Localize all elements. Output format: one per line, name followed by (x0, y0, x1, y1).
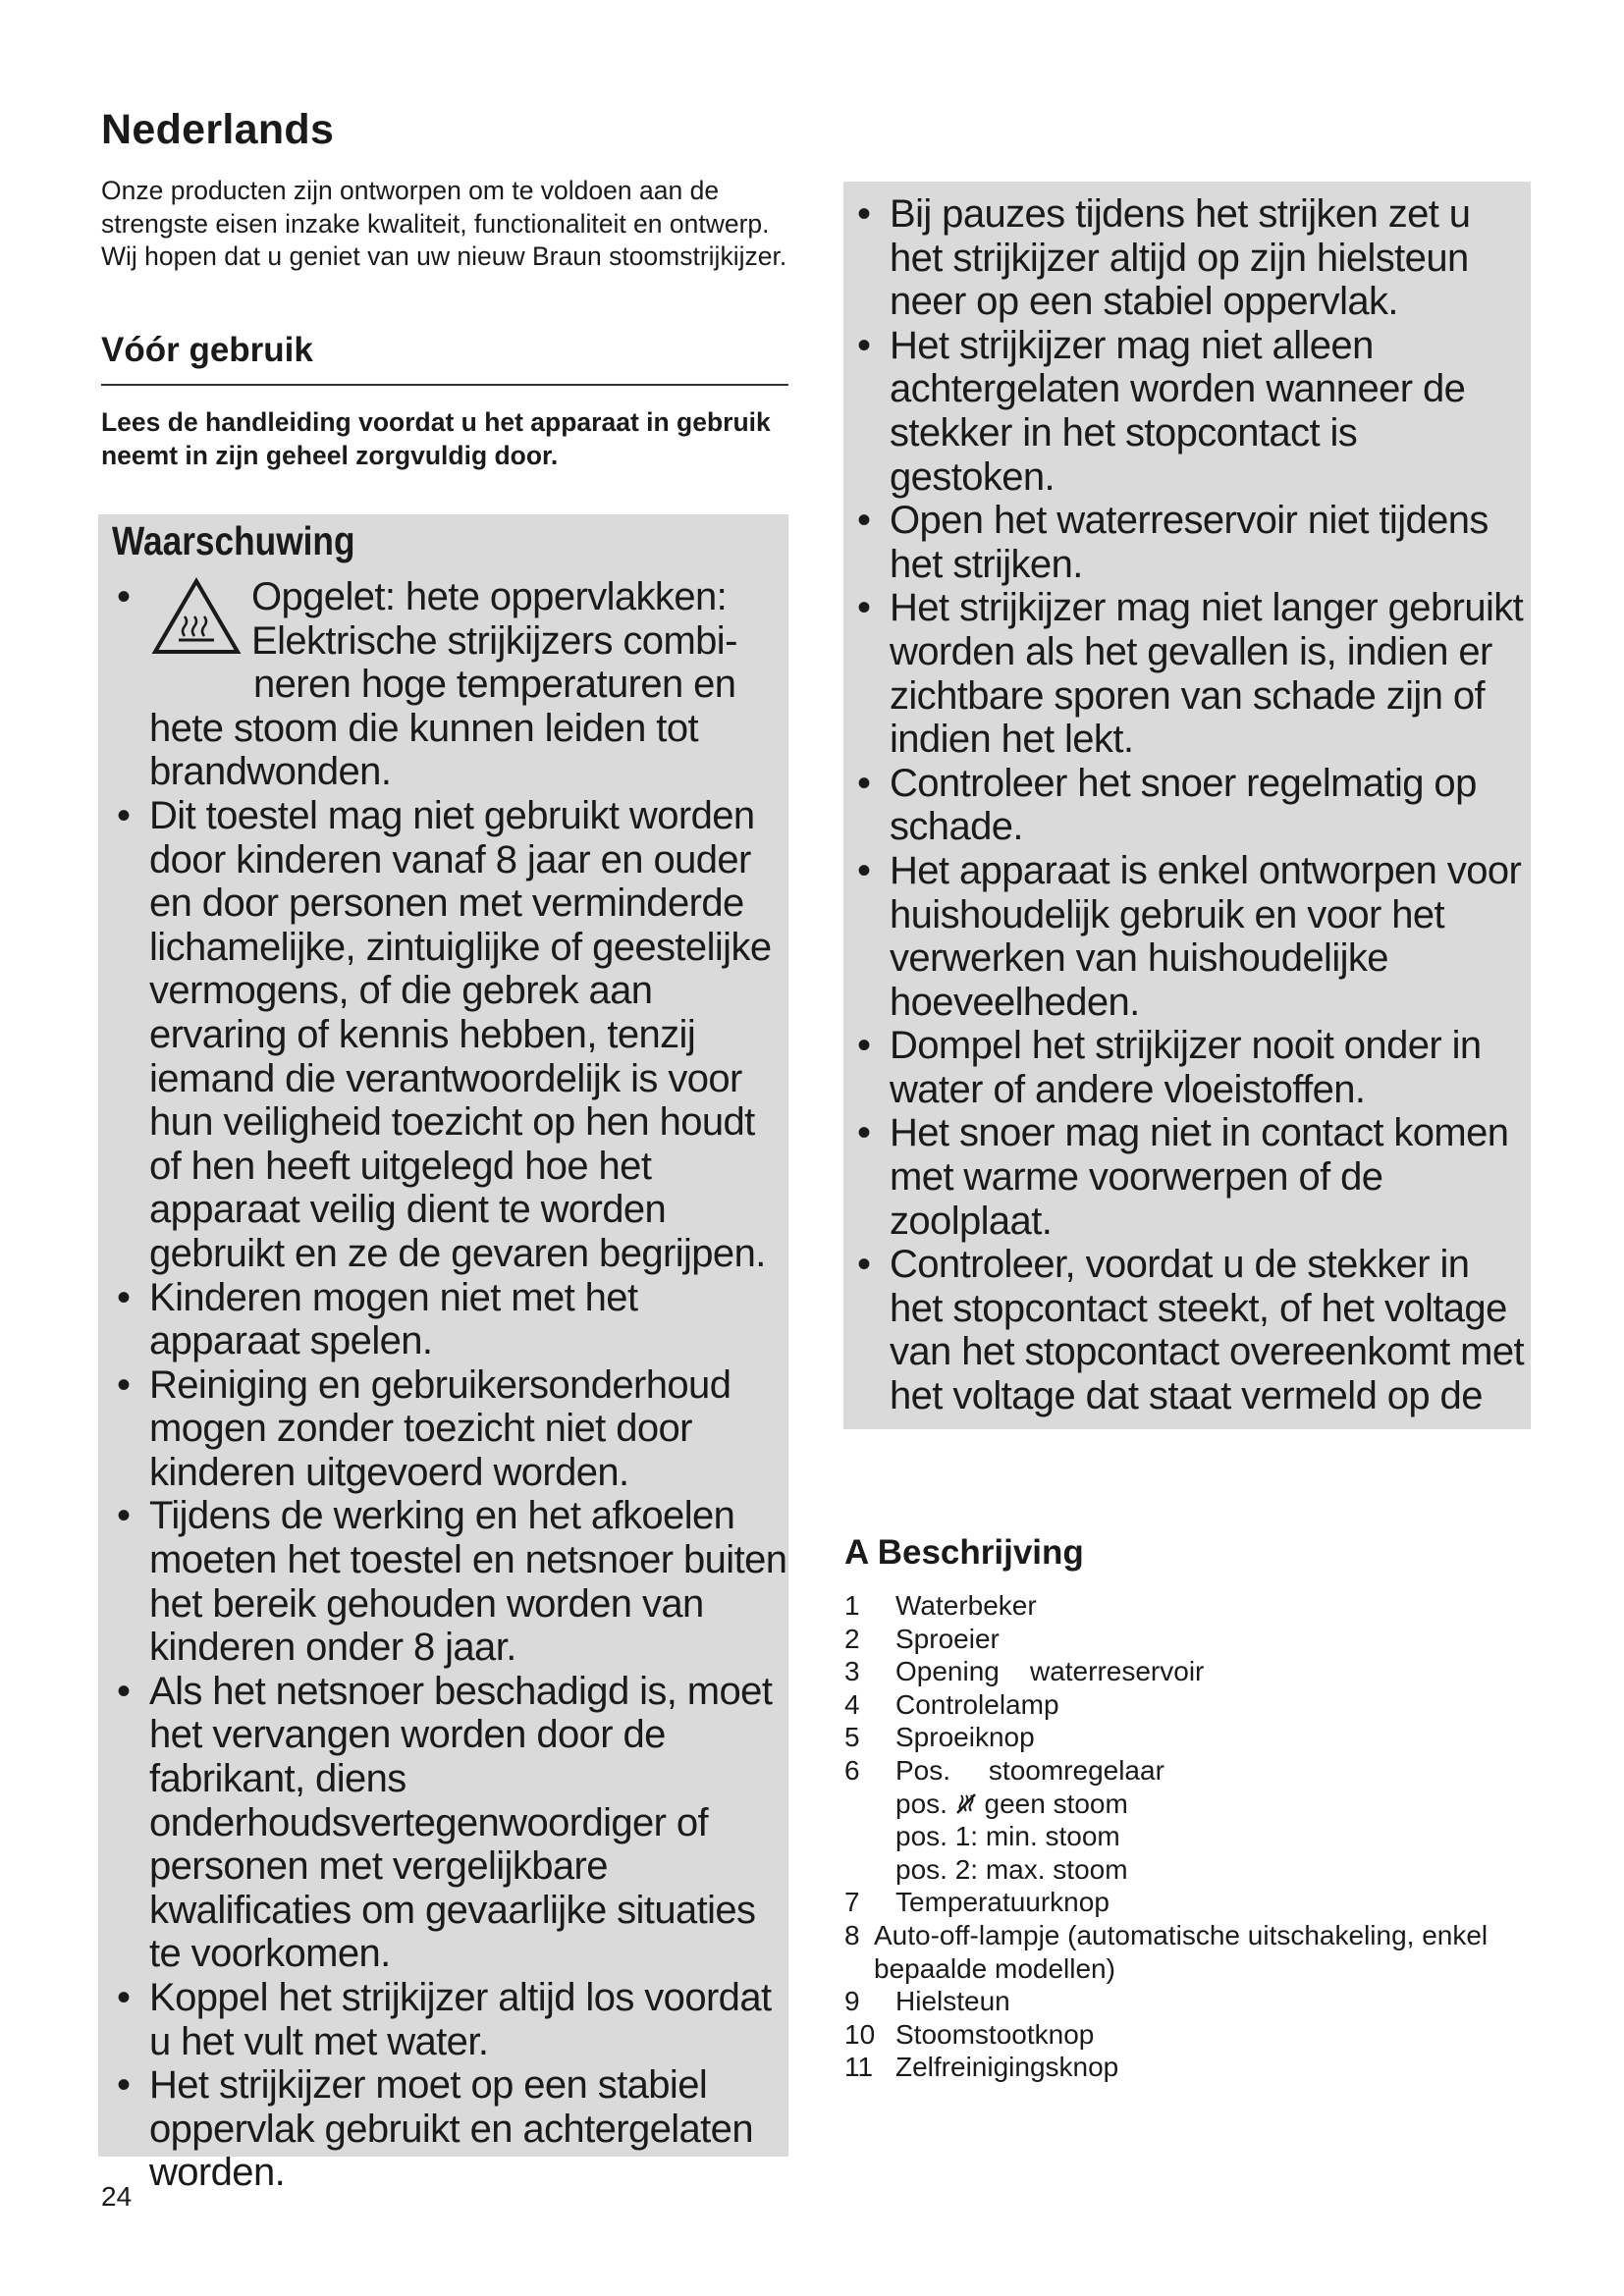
item-label: Sproeier (895, 1623, 1000, 1654)
warning-item: • Bij pauzes tijdens het strijken zet u het strijkijzer altijd op zijn hielsteun neer op een stabiel oppervlak. (852, 192, 1530, 324)
item-label: Stoomstootknop (895, 2018, 1095, 2050)
warning-list (112, 575, 787, 2195)
description-item (844, 2051, 1551, 2084)
item-label: Hielsteun (895, 1986, 1010, 2017)
item-number: 5 (844, 1722, 860, 1753)
warning-item: • Het snoer mag niet in contact komen met warme voorwerpen of de zoolplaat. (852, 1111, 1530, 1243)
warning-item: • Open het waterreservoir niet tijdens het strijken. (852, 499, 1530, 586)
item-label: Controlelamp (895, 1688, 1059, 1720)
description-sub-item: pos. 2: max. stoom (895, 1853, 1128, 1885)
description-item (844, 1985, 1551, 2018)
hot-surface-warning-icon (149, 575, 244, 658)
item-label: Waterbeker (895, 1590, 1037, 1621)
description-sub-item (844, 1788, 1551, 1821)
description-item (844, 1688, 1551, 1722)
warning-item: • Reiniging en gebruikersonderhoud mogen zonder toezicht niet door kinderen uitgevoerd worden. (112, 1363, 787, 1495)
intro-text: Onze producten zijn ontworpen om te voldoen aan de strengste eisen inzake kwaliteit, functionaliteit en ontwerp. Wij hopen dat u geniet van uw nieuw Braun stoomstrijkijzer. (101, 176, 787, 271)
warning-item: • Controleer, voordat u de stekker in het stopcontact steekt, of het voltage van het stopcontact overeenkomt met het voltage dat staat vermeld op de (852, 1243, 1530, 1417)
warning-item: • Als het netsnoer beschadigd is, moet het vervangen worden door de fabrikant, diens onderhoudsvertegenwoordiger of personen met vergelijkbare kwalificaties om gevaarlijke situaties te voorkomen. (112, 1670, 787, 1976)
warning-item-line: Elektrische strijkijzers combi- (251, 618, 737, 663)
warning-item-hot-surface (112, 575, 787, 794)
warning-item: • Dompel het strijkijzer nooit onder in water of andere vloeistoffen. (852, 1024, 1530, 1111)
description-sub-item: pos. 1: min. stoom (895, 1821, 1120, 1852)
item-number: 2 (844, 1623, 860, 1654)
description-item (844, 1886, 1551, 1919)
description-item (844, 1919, 1551, 1985)
warning-item: • Dit toestel mag niet gebruikt worden door kinderen vanaf 8 jaar en ouder en door personen met verminderde lichamelijke, zintuiglijke of geestelijke vermogens, of die gebrek aan ervaring of kennis hebben, tenzij iemand die verantwoordelijk is voor hun veiligheid toezicht op hen houdt of hen heeft uitgelegd hoe het apparaat veilig dient te worden gebruikt en ze de gevaren begrijpen. (112, 794, 787, 1276)
item-number: 8 (844, 1919, 860, 1950)
item-number: 9 (844, 1986, 860, 2017)
sub-item-label: geen stoom (984, 1788, 1128, 1819)
before-use-text: Lees de handleiding voordat u het apparaat in gebruik neemt in zijn geheel zorgvuldig door. (101, 407, 771, 470)
sub-item-prefix: pos. (895, 1788, 947, 1819)
warning-list-continued (852, 192, 1530, 1418)
description-title: A Beschrijving (844, 1533, 1084, 1572)
item-label: Temperatuurknop (895, 1887, 1110, 1918)
description-list (844, 1589, 1551, 2084)
item-number: 6 (844, 1754, 860, 1786)
page-number: 24 (101, 2181, 133, 2212)
item-number: 11 (844, 2052, 874, 2083)
no-steam-icon (955, 1791, 977, 1817)
warning-item-rest: hete stoom die kunnen leiden tot brandwonden. (149, 706, 698, 794)
item-label: Zelfreinigingsknop (895, 2052, 1119, 2083)
description-item (844, 1589, 1551, 1623)
item-number: 1 (844, 1590, 860, 1621)
item-label: Pos. stoomregelaar (895, 1754, 1164, 1786)
section-divider (101, 384, 788, 386)
item-label: Auto-off-lampje (automatische uitschakeling, enkel bepaalde modellen) (874, 1919, 1489, 1984)
warning-item: • Het strijkijzer mag niet alleen achtergelaten worden wanneer de stekker in het stopcontact is gestoken. (852, 324, 1530, 499)
item-number: 3 (844, 1656, 860, 1687)
warning-item-line: • Opgelet: hete oppervlakken: (251, 575, 728, 618)
warning-item: • Koppel het strijkijzer altijd los voordat u het vult met water. (112, 1976, 787, 2063)
description-item (844, 1754, 1551, 1788)
description-item (844, 1721, 1551, 1754)
warning-item: • Tijdens de werking en het afkoelen moeten het toestel en netsnoer buiten het bereik gehouden worden van kinderen onder 8 jaar. (112, 1494, 787, 1669)
item-number: 10 (844, 2018, 876, 2050)
before-use-title: Vóór gebruik (101, 331, 313, 369)
description-item (844, 1655, 1551, 1688)
item-label: Opening waterreservoir (895, 1656, 1205, 1687)
language-title: Nederlands (101, 106, 335, 153)
description-item (844, 1623, 1551, 1656)
item-number: 7 (844, 1887, 860, 1918)
description-item (844, 2018, 1551, 2052)
item-number: 4 (844, 1688, 860, 1720)
warning-item: • Kinderen mogen niet met het apparaat spelen. (112, 1276, 787, 1363)
warning-item-line: neren hoge temperaturen en (253, 663, 736, 707)
warning-item: • Het strijkijzer moet op een stabiel oppervlak gebruikt en achtergelaten worden. (112, 2063, 787, 2195)
warning-item: • Het strijkijzer mag niet langer gebruikt worden als het gevallen is, indien er zichtbare sporen van schade zijn of indien het lekt. (852, 586, 1530, 761)
warning-title: Waarschuwing (112, 518, 355, 563)
warning-item: • Controleer het snoer regelmatig op schade. (852, 762, 1530, 849)
warning-item: • Het apparaat is enkel ontworpen voor huishoudelijk gebruik en voor het verwerken van huishoudelijke hoeveelheden. (852, 849, 1530, 1024)
item-label: Sproeiknop (895, 1722, 1035, 1753)
